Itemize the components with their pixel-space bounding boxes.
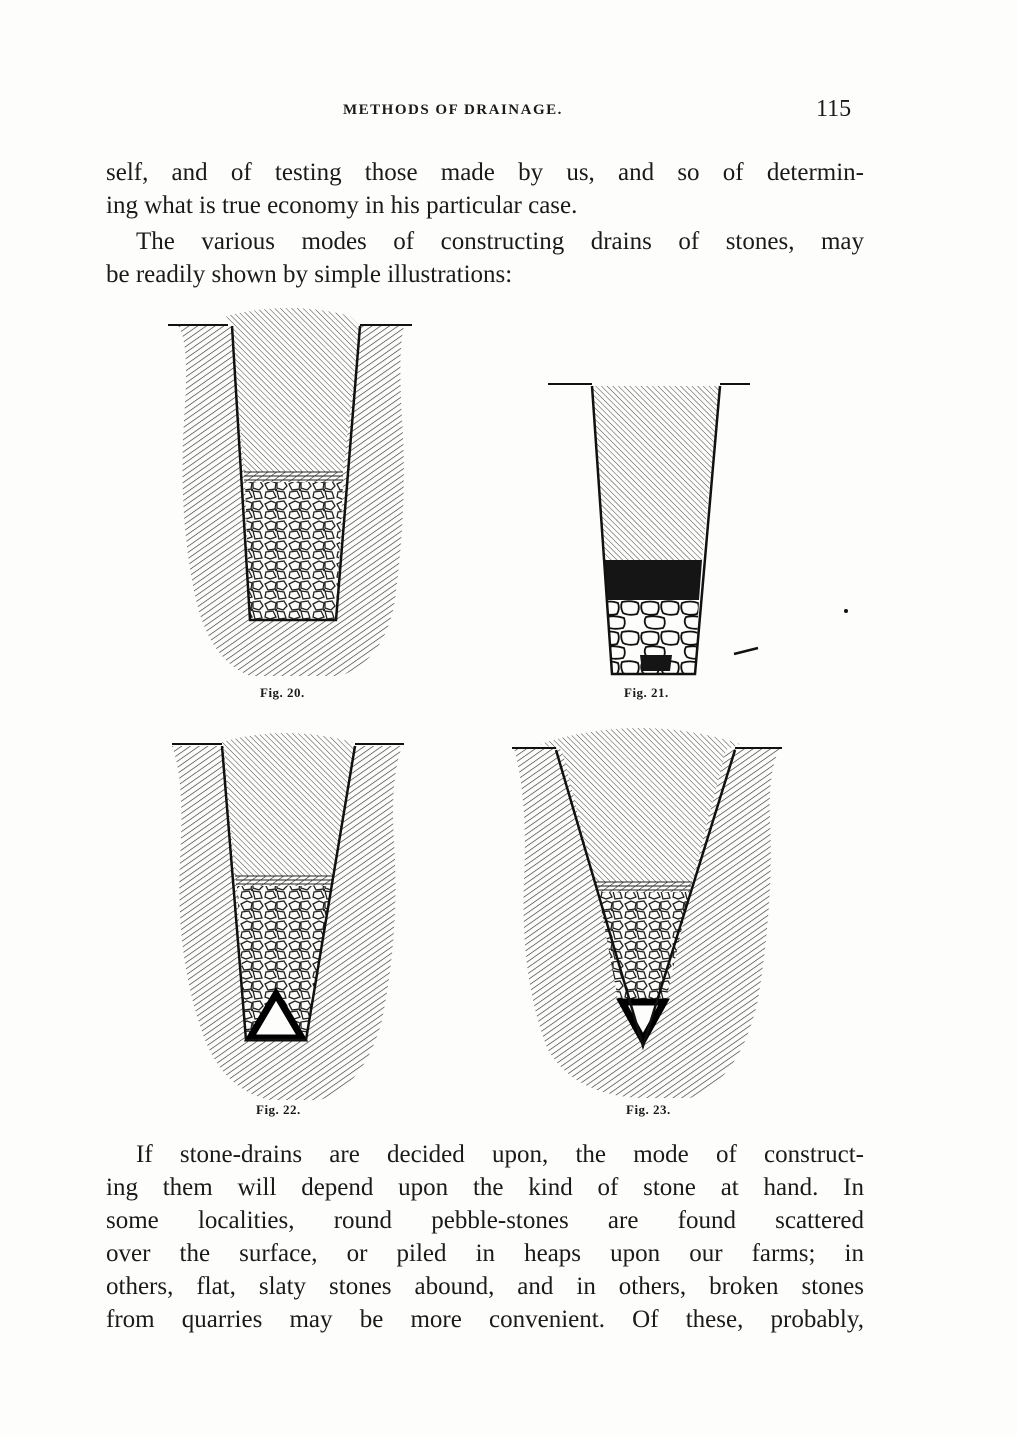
text-line: some localities, round pebble-stones are found scattered (106, 1207, 864, 1234)
running-title: METHODS OF DRAINAGE. (343, 102, 563, 118)
text-line: over the surface, or piled in heaps upon our farms; in (106, 1240, 864, 1267)
text-line: The various modes of constructing drains of stones, may (136, 228, 864, 255)
figure-22-drawing (172, 733, 404, 1100)
text-line: self, and of testing those made by us, and so of determin- (106, 159, 864, 186)
figure-21-caption: Fig. 21. (624, 685, 669, 700)
figure-20-drawing (168, 308, 412, 676)
text-line: ing what is true economy in his particular case. (106, 192, 578, 219)
text-line: from quarries may be more convenient. Of these, probably, (106, 1306, 864, 1333)
figure-23-drawing (512, 728, 782, 1098)
paragraph-stone-drains (106, 1138, 864, 1336)
text-line: If stone-drains are decided upon, the mode of construct- (136, 1141, 864, 1168)
text-line: be readily shown by simple illustrations: (106, 261, 513, 288)
figure-20-caption: Fig. 20. (260, 685, 305, 700)
text-line: ing them will depend upon the kind of stone at hand. In (106, 1174, 864, 1201)
figure-21-drawing (548, 384, 848, 674)
figure-22-caption: Fig. 22. (256, 1102, 301, 1117)
text-line: others, flat, slaty stones abound, and in others, broken stones (106, 1273, 864, 1300)
figure-23-caption: Fig. 23. (626, 1102, 671, 1117)
page-number: 115 (816, 96, 852, 122)
